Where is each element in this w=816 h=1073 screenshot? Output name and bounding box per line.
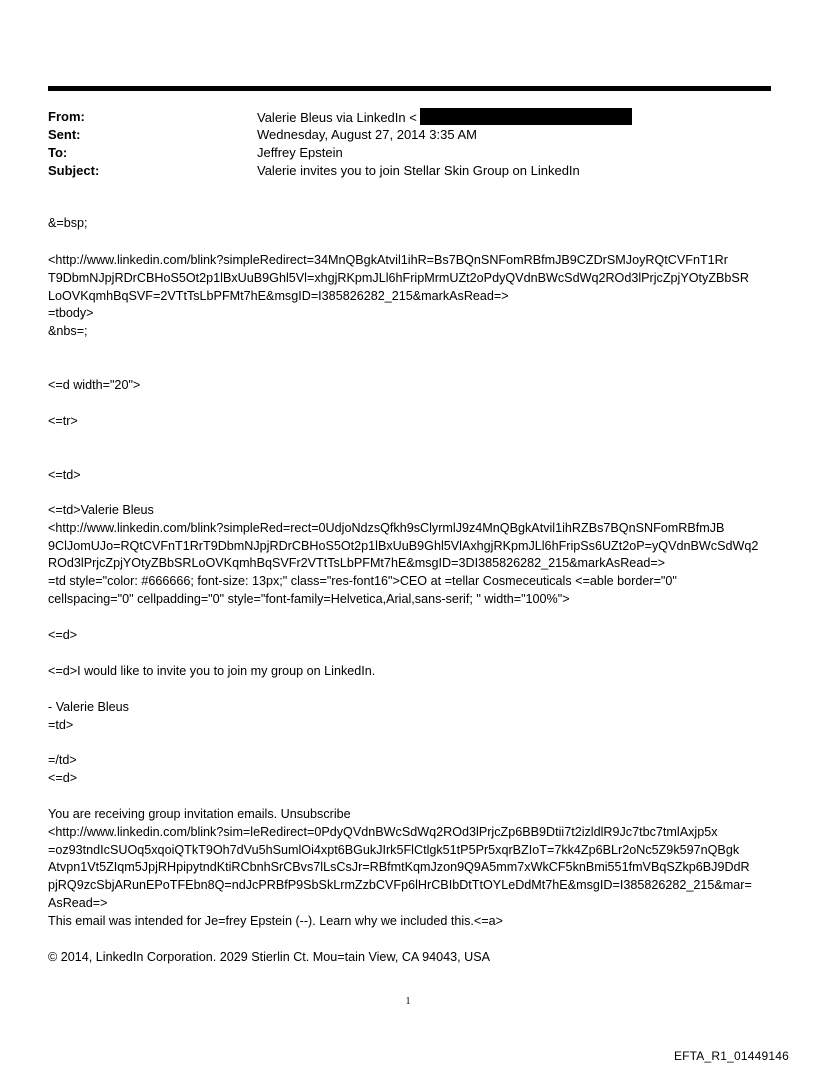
body-line: cellspacing="0" cellpadding="0" style="font-family=Helvetica,Arial,sans-serif; " width="100%">: [48, 591, 570, 606]
body-line: Atvpn1Vt5ZIqm5JpjRHpipytndKtiRCbnhSrCBvs7lLsCsJr=RBfmtKqmJzon9Q9A5mm7xWkCF5knBmi551fmVBqSZkp6BJ9DdR: [48, 860, 750, 875]
invite-message: <=d>I would like to invite you to join my group on LinkedIn.: [48, 664, 376, 678]
body-line: <=d>: [48, 770, 78, 785]
body-line: <http://www.linkedin.com/blink?simpleRedirect=34MnQBgkAtvil1ihR=Bs7BQnSNFomRBfmJB9CZDrSMJoyRQtCVFnT1Rr: [48, 253, 728, 267]
sent-value: Wednesday, August 27, 2014 3:35 AM: [257, 127, 477, 142]
from-value: [257, 108, 771, 126]
sent-row: [48, 126, 771, 144]
body-line: <=tr>: [48, 414, 78, 428]
body-line: <=td>Valerie Bleus: [48, 503, 154, 517]
subject-row: [48, 162, 771, 180]
body-line: ROd3lPrjcZpjYOtyZBbSRLoOVKqmhBqSVFr2VTtTsLbPFMt7hE&msgID=3DI385826282_215&markAsRead=>: [48, 556, 666, 571]
body-line: =td style="color: #666666; font-size: 13px;" class="res-font16">CEO at =tellar Cosmeceuticals <=able border="0": [48, 574, 677, 589]
to-value: Jeffrey Epstein: [257, 145, 343, 160]
header-rule: [48, 86, 771, 91]
sender-block: [48, 502, 758, 609]
closing-block: [48, 752, 77, 788]
body-line: =/td>: [48, 753, 77, 767]
to-row: [48, 144, 771, 162]
body-line: This email was intended for Je=frey Epstein (--). Learn why we included this.<=a>: [48, 913, 503, 928]
body-line: &=bsp;: [48, 216, 88, 230]
signature-block: [48, 699, 129, 735]
body-line: =oz93tndIcSUOq5xqoiQTkT9Oh7dVu5hSumlOi4xpt6BGukJIrk5FlCtlgk51tP5Pr5xqrBZIoT=7kk4Zp6BLr2oNc5Z9k597nQBgk: [48, 842, 740, 857]
body-line: <http://www.linkedin.com/blink?sim=leRedirect=0PdyQVdnBWcSdWq2ROd3lPrjcZp6BB9Dtii7t2izldlR9Jc7tbc7tmlAxjp5x: [48, 824, 718, 839]
body-line: <=d width="20">: [48, 378, 141, 392]
body-line: AsRead=>: [48, 895, 108, 910]
body-line: 9ClJomUJo=RQtCVFnT1RrT9DbmNJpjRDrCBHoS5Ot2p1lBxUuB9Ghl5VlAxhgjRKpmJLl6hFripSs6UZt2oP=yQVdnBWcSdWq2: [48, 538, 759, 553]
redaction-box: [420, 108, 632, 125]
from-label: From:: [48, 109, 85, 124]
body-line: =tbody>: [48, 306, 94, 321]
page-number: 1: [405, 996, 411, 1007]
subject-value: Valerie invites you to join Stellar Skin Group on LinkedIn: [257, 163, 580, 178]
unsubscribe-block: [48, 806, 752, 931]
body-line: =td>: [48, 717, 74, 732]
body-line: LoOVKqmhBqSVF=2VTtTsLbPFMt7hE&msgID=I385826282_215&markAsRead=>: [48, 288, 509, 303]
from-row: [48, 108, 771, 126]
body-line: <http://www.linkedin.com/blink?simpleRed=rect=0UdjoNdzsQfkh9sClyrmlJ9z4MnQBgkAtvil1ihRZBs7BQnSNFomRBfmJB: [48, 520, 725, 535]
copyright-line: © 2014, LinkedIn Corporation. 2029 Stierlin Ct. Mou=tain View, CA 94043, USA: [48, 950, 491, 964]
from-sender: Valerie Bleus via LinkedIn <: [257, 110, 417, 125]
body-line: T9DbmNJpjRDrCBHoS5Ot2p1lBxUuB9Ghl5Vl=xhgjRKpmJLl6hFripMrmUZt2oPdyQVdnBWcSdWq2ROd3lPrjcZpjYOtyZBbSR: [48, 270, 749, 285]
document-id: EFTA_R1_01449146: [673, 1049, 789, 1063]
subject-label: Subject:: [48, 163, 100, 178]
sent-label: Sent:: [48, 127, 81, 142]
body-line: <=d>: [48, 628, 78, 642]
link-block-1: [48, 252, 749, 341]
to-label: To:: [48, 145, 68, 160]
body-line: pjRQ9zcSbjARunEPoTFEbn8Q=ndJcPRBfP9SbSkLrmZzbCVFp6lHrCBIbDtTtOYLeDdMt7hE&msgID=I385826282_215&mar=: [48, 878, 752, 893]
body-line: &nbs=;: [48, 324, 88, 339]
email-header: [48, 108, 771, 180]
unsubscribe-text: You are receiving group invitation emails. Unsubscribe: [48, 807, 351, 821]
body-line: <=td>: [48, 468, 81, 482]
body-line: - Valerie Bleus: [48, 700, 129, 714]
